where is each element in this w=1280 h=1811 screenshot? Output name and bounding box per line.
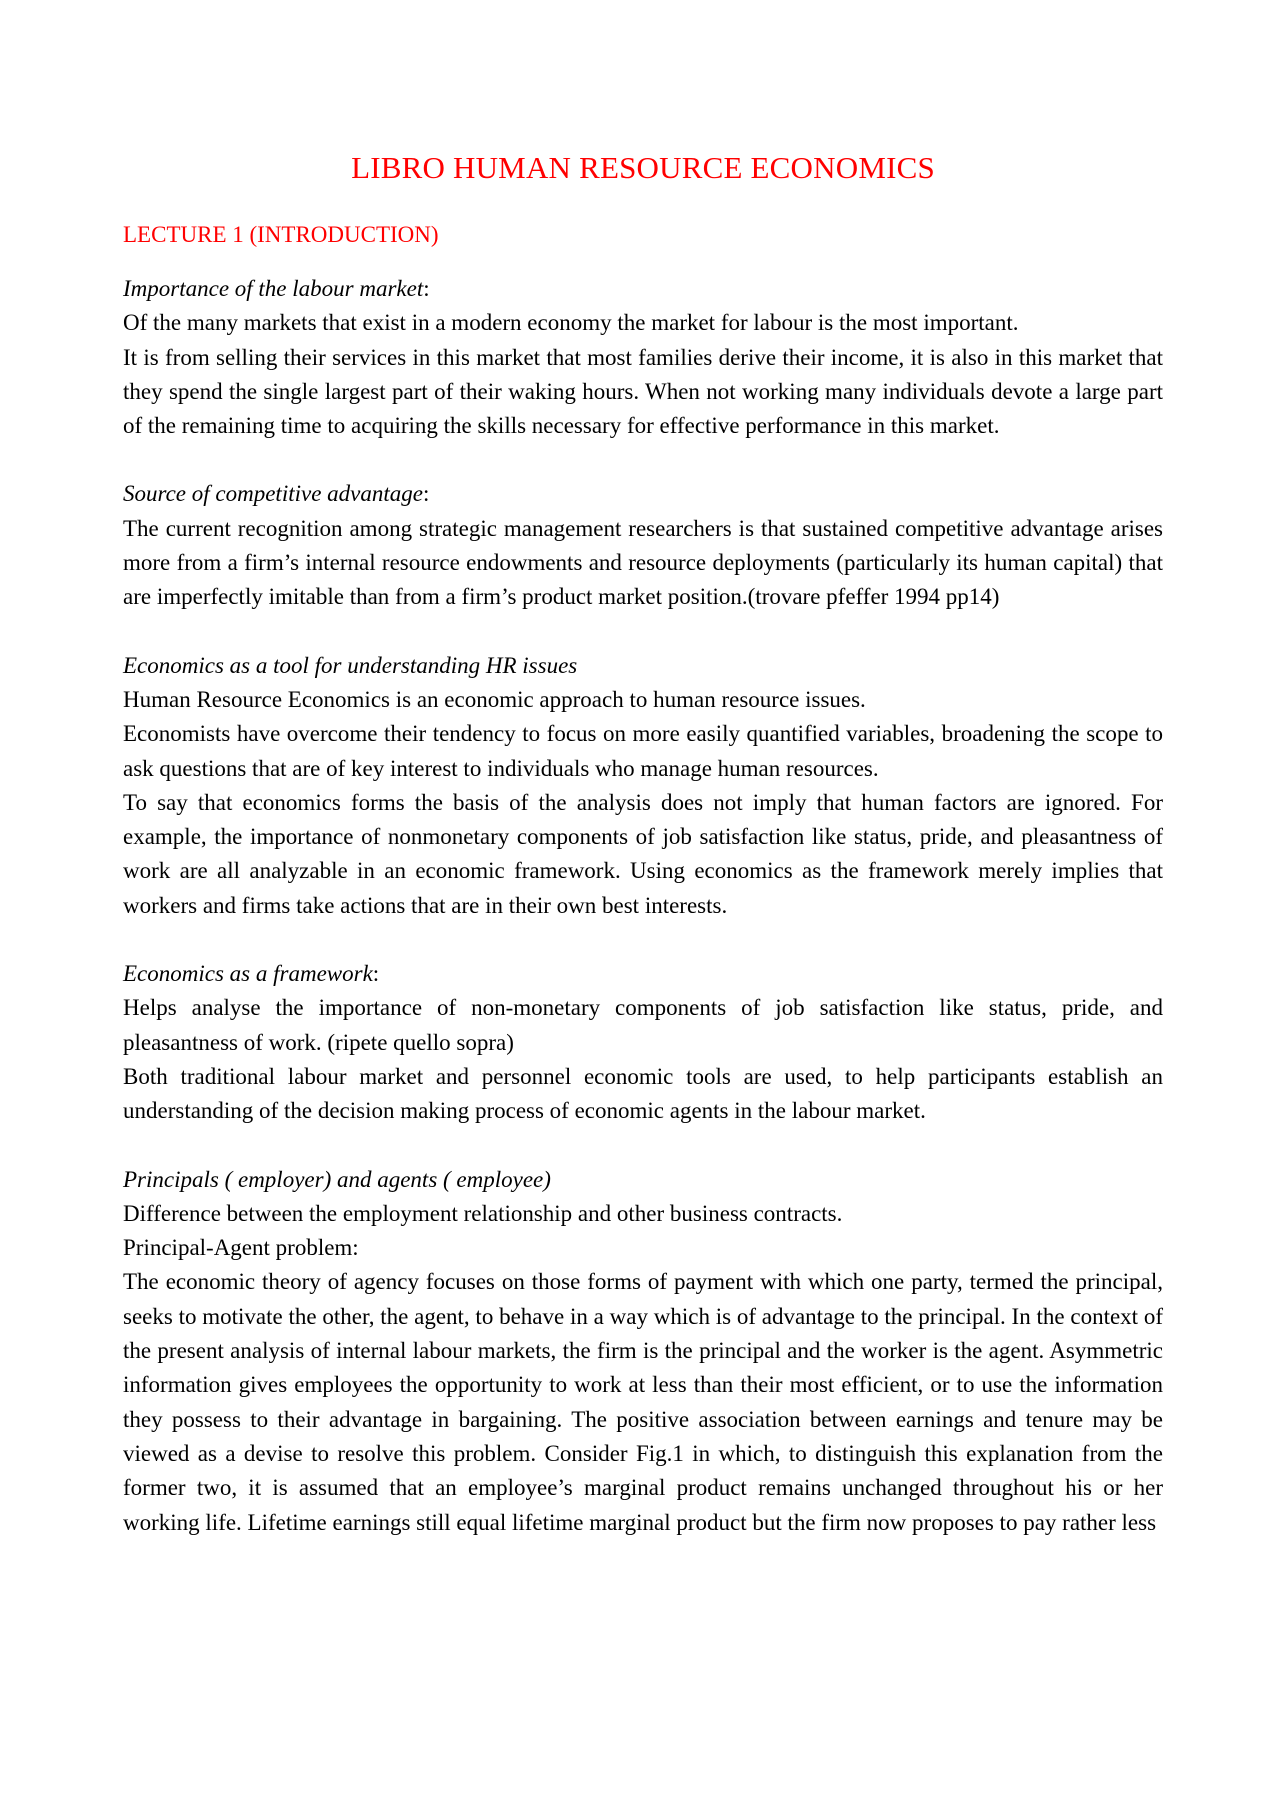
paragraph: Of the many markets that exist in a modern economy the market for labour is the most important. <box>123 310 1019 336</box>
section-heading <box>123 272 1163 306</box>
section-heading <box>123 477 1163 511</box>
document-title: LIBRO HUMAN RESOURCE ECONOMICS <box>351 150 935 185</box>
section-economics-tool-hr <box>123 649 1163 923</box>
section-heading-text: Importance of the labour market <box>123 276 424 301</box>
section-heading <box>123 649 1163 683</box>
section-heading <box>123 957 1163 991</box>
section-economics-framework <box>123 957 1163 1128</box>
paragraph: The economic theory of agency focuses on those forms of payment with which one party, termed the principal, seeks to motivate the other, the agent, to behave in a way which is of advantage to the principal. In the context of the present analysis of internal labour markets, the firm is the principal and the worker is the agent. Asymmetric information gives employees the opportunity to work at less than their most efficient, or to use the information they possess to their advantage in bargaining. The positive association between earnings and tenure may be viewed as a devise to resolve this problem. Consider Fig.1 in which, to distinguish this explanation from the former two, it is assumed that an employee’s marginal product remains unchanged throughout his or her working life. Lifetime earnings still equal lifetime marginal product but the firm now proposes to pay rather less <box>123 1269 1163 1535</box>
section-importance-labour-market <box>123 272 1163 443</box>
section-heading <box>123 1163 1163 1197</box>
section-heading-text: Source of competitive advantage <box>123 481 423 507</box>
section-heading-suffix: : <box>422 481 430 507</box>
paragraph: Economists have overcome their tendency to focus on more easily quantified variables, broadening the scope to ask questions that are of key interest to individuals who manage human resources. <box>123 721 1163 781</box>
section-competitive-advantage <box>123 477 1163 614</box>
section-heading-suffix: : <box>372 961 380 987</box>
paragraph: Principal-Agent problem: <box>123 1235 359 1261</box>
paragraph: The current recognition among strategic management researchers is that sustained competitive advantage arises more from a firm’s internal resource endowments and resource deployments (particularly its human capital) that are imperfectly imitable than from a firm’s product market position.(trovare pfeffer 1994 pp14) <box>123 515 1163 610</box>
section-heading-suffix: : <box>423 276 430 301</box>
section-heading-text: Principals ( employer) and agents ( employee) <box>123 1166 551 1192</box>
paragraph: Human Resource Economics is an economic approach to human resource issues. <box>123 686 866 712</box>
section-heading-text: Economics as a framework <box>123 961 373 987</box>
paragraph: Difference between the employment relationship and other business contracts. <box>123 1200 843 1226</box>
paragraph: Helps analyse the importance of non-monetary components of job satisfaction like status, pride, and pleasantness of work. (ripete quello sopra) <box>123 995 1163 1055</box>
paragraph: Both traditional labour market and personnel economic tools are used, to help participants establish an understanding of the decision making process of economic agents in the labour market. <box>123 1063 1163 1124</box>
paragraph: To say that economics forms the basis of the analysis does not imply that human factors are ignored. For example, the importance of nonmonetary components of job satisfaction like status, pride, and pleasantness of work are all analyzable in an economic framework. Using economics as the framework merely implies that workers and firms take actions that are in their own best interests. <box>123 789 1163 918</box>
section-heading-text: Economics as a tool for understanding HR issues <box>123 652 578 678</box>
lecture-heading: LECTURE 1 (INTRODUCTION) <box>123 222 439 247</box>
section-principals-agents <box>123 1163 1163 1540</box>
paragraph: It is from selling their services in this market that most families derive their income, it is also in this market that they spend the single largest part of their waking hours. When not working many individuals devote a large part of the remaining time to acquiring the skills necessary for effective performance in this market. <box>123 344 1163 439</box>
document-page <box>123 148 1163 1574</box>
